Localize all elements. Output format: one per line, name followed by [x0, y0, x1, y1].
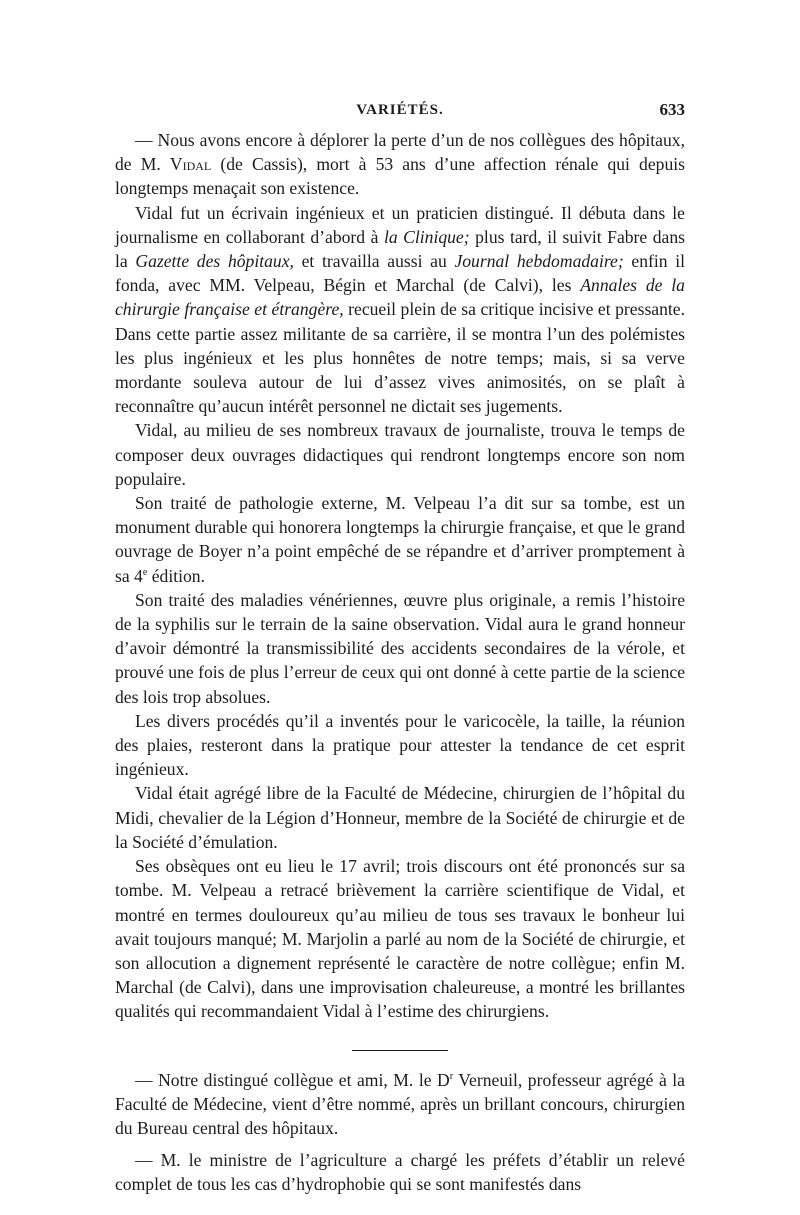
page-header [115, 100, 685, 126]
news-paragraph-2: — M. le ministre de l’agriculture a chargé les préfets d’établir un relevé complet de tous les cas d’hydrophobie qui se sont manifestés dans [115, 1150, 685, 1195]
obituary-paragraph-1: — Nous avons encore à déplorer la perte d’un de nos collègues des hôpitaux, de M. Vidal (de Cassis), mort à 53 ans d’une affection rénale qui depuis longtemps menaçait son existence. [115, 130, 685, 199]
page-number: 633 [659, 100, 685, 119]
obituary-paragraph-5: Son traité des maladies vénériennes, œuvre plus originale, a remis l’histoire de la syphilis sur le terrain de la saine observation. Vidal aura le grand honneur d’avoir démontré la transmissibilité des accidents secondaires de la vérole, et prouvé une fois de plus l’erreur de ceux qui ont donné à cette partie de la science des lois trop absolues. [115, 589, 685, 707]
obituary-paragraph-8: Ses obsèques ont eu lieu le 17 avril; trois discours ont été prononcés sur sa tombe. M. Velpeau a retracé brièvement la carrière scientifique de Vidal, et montré en termes douloureux qu’au milieu de tous ses travaux le bonheur lui avait toujours manqué; M. Marjolin a parlé au nom de la Société de chirurgie, et son allocution a dignement représenté le caractère de notre collègue; enfin M. Marchal (de Calvi), dans une improvisation chaleureuse, a montré les brillantes qualités qui recommandaient Vidal à l’estime des chirurgiens. [115, 856, 685, 1022]
obituary-paragraph-2: Vidal fut un écrivain ingénieux et un praticien distingué. Il débuta dans le journalisme en collaborant d’abord à la Clinique; plus tard, il suivit Fabre dans la Gazette des hôpitaux, et travailla aussi au Journal hebdomadaire; enfin il fonda, avec MM. Velpeau, Bégin et Marchal (de Calvi), les Annales de la chirurgie française et étrangère, recueil plein de sa critique incisive et pressante. Dans cette partie assez militante de sa carrière, il se montra l’un des polémistes les plus ingénieux et les plus honnêtes de notre temps; mais, si sa verve mordante souleva autour de lui d’assez vives animosités, on se plaît à reconnaître qu’aucun intérêt personnel ne dictait ses jugements. [115, 202, 686, 417]
divider-rule [352, 1050, 448, 1051]
section-divider [115, 1024, 685, 1068]
obituary-paragraph-7: Vidal était agrégé libre de la Faculté de Médecine, chirurgien de l’hôpital du Midi, chevalier de la Légion d’Honneur, membre de la Société de chirurgie et de la Société d’émulation. [115, 783, 685, 852]
obituary-paragraph-6: Les divers procédés qu’il a inventés pour le varicocèle, la taille, la réunion des plaies, resteront dans la pratique pour attester la tendance de cet esprit ingénieux. [115, 710, 685, 780]
running-head: VARIÉTÉS. [356, 102, 444, 118]
journal-title: Journal hebdomadaire; [454, 251, 624, 272]
news-paragraph-1: — Notre distingué collègue et ami, M. le $D^r$ Verneuil, professeur agrégé à la Faculté de Médecine, vient d’être nommé, après un brillant concours, chirurgien du Bureau central des hôpitaux. [115, 1069, 685, 1138]
journal-title: la Clinique; [383, 226, 470, 247]
journal-title: Gazette des hôpitaux, [135, 251, 294, 272]
obituary-paragraph-4: Son traité de pathologie externe, M. Velpeau l’a dit sur sa tombe, est un monument durable qui honorera longtemps la chirurgie française, et que le grand ouvrage de Boyer n’a point empêché de se répandre et d’arriver promptement à sa 4e édition. [115, 493, 685, 586]
journal-title: Annales de la chirurgie française et étrangère, [115, 275, 685, 320]
author-name-vidal: Vidal [169, 154, 212, 175]
article-body [115, 128, 685, 1197]
obituary-paragraph-3: Vidal, au milieu de ses nombreux travaux de journaliste, trouva le temps de composer deux ouvrages didactiques qui rendront longtemps encore son nom populaire. [115, 420, 685, 489]
